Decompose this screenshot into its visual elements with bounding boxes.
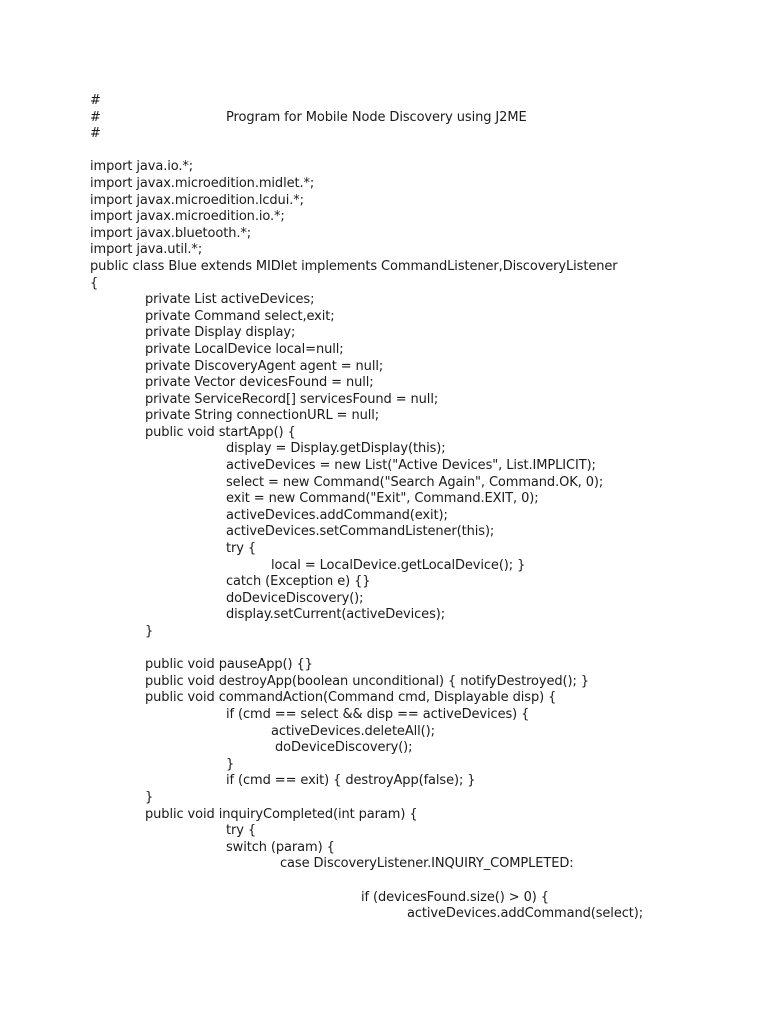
code-text: if (cmd == select && disp == activeDevices) { xyxy=(226,706,530,722)
code-text: private DiscoveryAgent agent = null; xyxy=(145,358,384,374)
code-text: activeDevices = new List("Active Devices", List.IMPLICIT); xyxy=(226,458,596,474)
code-line xyxy=(0,558,768,575)
code-text: import javax.bluetooth.*; xyxy=(90,225,252,241)
code-text: private Command select,exit; xyxy=(145,308,335,324)
code-text: import java.io.*; xyxy=(90,159,194,175)
code-text: display = Display.getDisplay(this); xyxy=(226,441,446,457)
code-text: private LocalDevice local=null; xyxy=(145,341,344,357)
code-line xyxy=(0,757,768,774)
code-text: private Vector devicesFound = null; xyxy=(145,375,374,391)
code-line xyxy=(0,740,768,757)
code-text: try { xyxy=(226,823,257,839)
code-line xyxy=(0,359,768,376)
code-text: catch (Exception e) {} xyxy=(226,574,371,590)
code-line xyxy=(0,458,768,475)
code-text: { xyxy=(90,275,99,291)
code-line xyxy=(0,242,768,259)
code-line xyxy=(0,159,768,176)
code-text: display.setCurrent(activeDevices); xyxy=(226,607,446,623)
code-text: if (devicesFound.size() > 0) { xyxy=(361,889,549,905)
code-line xyxy=(0,707,768,724)
code-text: public void pauseApp() {} xyxy=(145,657,313,673)
code-text: public void destroyApp(boolean unconditional) { notifyDestroyed(); } xyxy=(145,673,589,689)
code-text: } xyxy=(145,789,154,805)
code-line xyxy=(0,425,768,442)
code-text: if (cmd == exit) { destroyApp(false); } xyxy=(226,773,476,789)
code-line xyxy=(0,840,768,857)
code-text: import javax.microedition.io.*; xyxy=(90,209,285,225)
code-line xyxy=(0,823,768,840)
code-line xyxy=(0,209,768,226)
code-line xyxy=(0,110,768,127)
code-line xyxy=(0,607,768,624)
code-line xyxy=(0,624,768,641)
code-line xyxy=(0,524,768,541)
code-line xyxy=(0,176,768,193)
code-line xyxy=(0,408,768,425)
code-line xyxy=(0,790,768,807)
code-text: } xyxy=(226,756,235,772)
code-text: # xyxy=(90,109,101,125)
code-text: public class Blue extends MIDlet implements CommandListener,DiscoveryListener xyxy=(90,258,618,274)
code-line xyxy=(0,226,768,243)
code-text: private Display display; xyxy=(145,325,296,341)
code-text: public void commandAction(Command cmd, Displayable disp) { xyxy=(145,690,557,706)
code-line xyxy=(0,392,768,409)
blank-line xyxy=(0,873,768,890)
code-line xyxy=(0,342,768,359)
code-line xyxy=(0,93,768,110)
code-line xyxy=(0,441,768,458)
code-text: doDeviceDiscovery(); xyxy=(275,740,413,756)
code-line xyxy=(0,276,768,293)
code-line xyxy=(0,309,768,326)
code-text: # xyxy=(90,126,101,142)
code-line xyxy=(0,126,768,143)
code-text: private String connectionURL = null; xyxy=(145,408,380,424)
code-text: try { xyxy=(226,541,257,557)
code-text: # xyxy=(90,93,101,108)
code-text: switch (param) { xyxy=(226,839,335,855)
code-line xyxy=(0,906,768,923)
code-line xyxy=(0,724,768,741)
code-text: } xyxy=(145,624,154,639)
code-line xyxy=(0,375,768,392)
code-text: activeDevices.setCommandListener(this); xyxy=(226,524,495,540)
code-line xyxy=(0,574,768,591)
code-line xyxy=(0,193,768,210)
code-line xyxy=(0,890,768,907)
code-line xyxy=(0,690,768,707)
code-line xyxy=(0,475,768,492)
code-line xyxy=(0,292,768,309)
code-text: doDeviceDiscovery(); xyxy=(226,590,364,606)
code-line xyxy=(0,856,768,873)
code-text: local = LocalDevice.getLocalDevice(); } xyxy=(271,557,526,573)
code-text: activeDevices.deleteAll(); xyxy=(271,723,435,739)
code-text: import javax.microedition.midlet.*; xyxy=(90,175,315,191)
code-line xyxy=(0,325,768,342)
code-line xyxy=(0,674,768,691)
code-line xyxy=(0,773,768,790)
code-text: private ServiceRecord[] servicesFound = null; xyxy=(145,391,439,407)
code-line xyxy=(0,807,768,824)
code-text: case DiscoveryListener.INQUIRY_COMPLETED: xyxy=(280,856,574,872)
code-text: import java.util.*; xyxy=(90,242,203,258)
code-text: public void startApp() { xyxy=(145,424,296,440)
code-line xyxy=(0,591,768,608)
code-text: select = new Command("Search Again", Command.OK, 0); xyxy=(226,474,604,490)
code-text: activeDevices.addCommand(exit); xyxy=(226,507,448,523)
code-text: private List activeDevices; xyxy=(145,292,315,308)
code-line xyxy=(0,508,768,525)
code-text: exit = new Command("Exit", Command.EXIT, 0); xyxy=(226,491,539,507)
code-line xyxy=(0,259,768,276)
blank-line xyxy=(0,143,768,160)
code-text: public void inquiryCompleted(int param) { xyxy=(145,806,418,822)
code-listing xyxy=(0,93,768,923)
code-line xyxy=(0,657,768,674)
code-line xyxy=(0,491,768,508)
code-text: import javax.microedition.lcdui.*; xyxy=(90,192,304,208)
code-text: activeDevices.addCommand(select); xyxy=(407,906,644,922)
code-text: Program for Mobile Node Discovery using J2ME xyxy=(226,109,527,125)
code-line xyxy=(0,541,768,558)
blank-line xyxy=(0,641,768,658)
